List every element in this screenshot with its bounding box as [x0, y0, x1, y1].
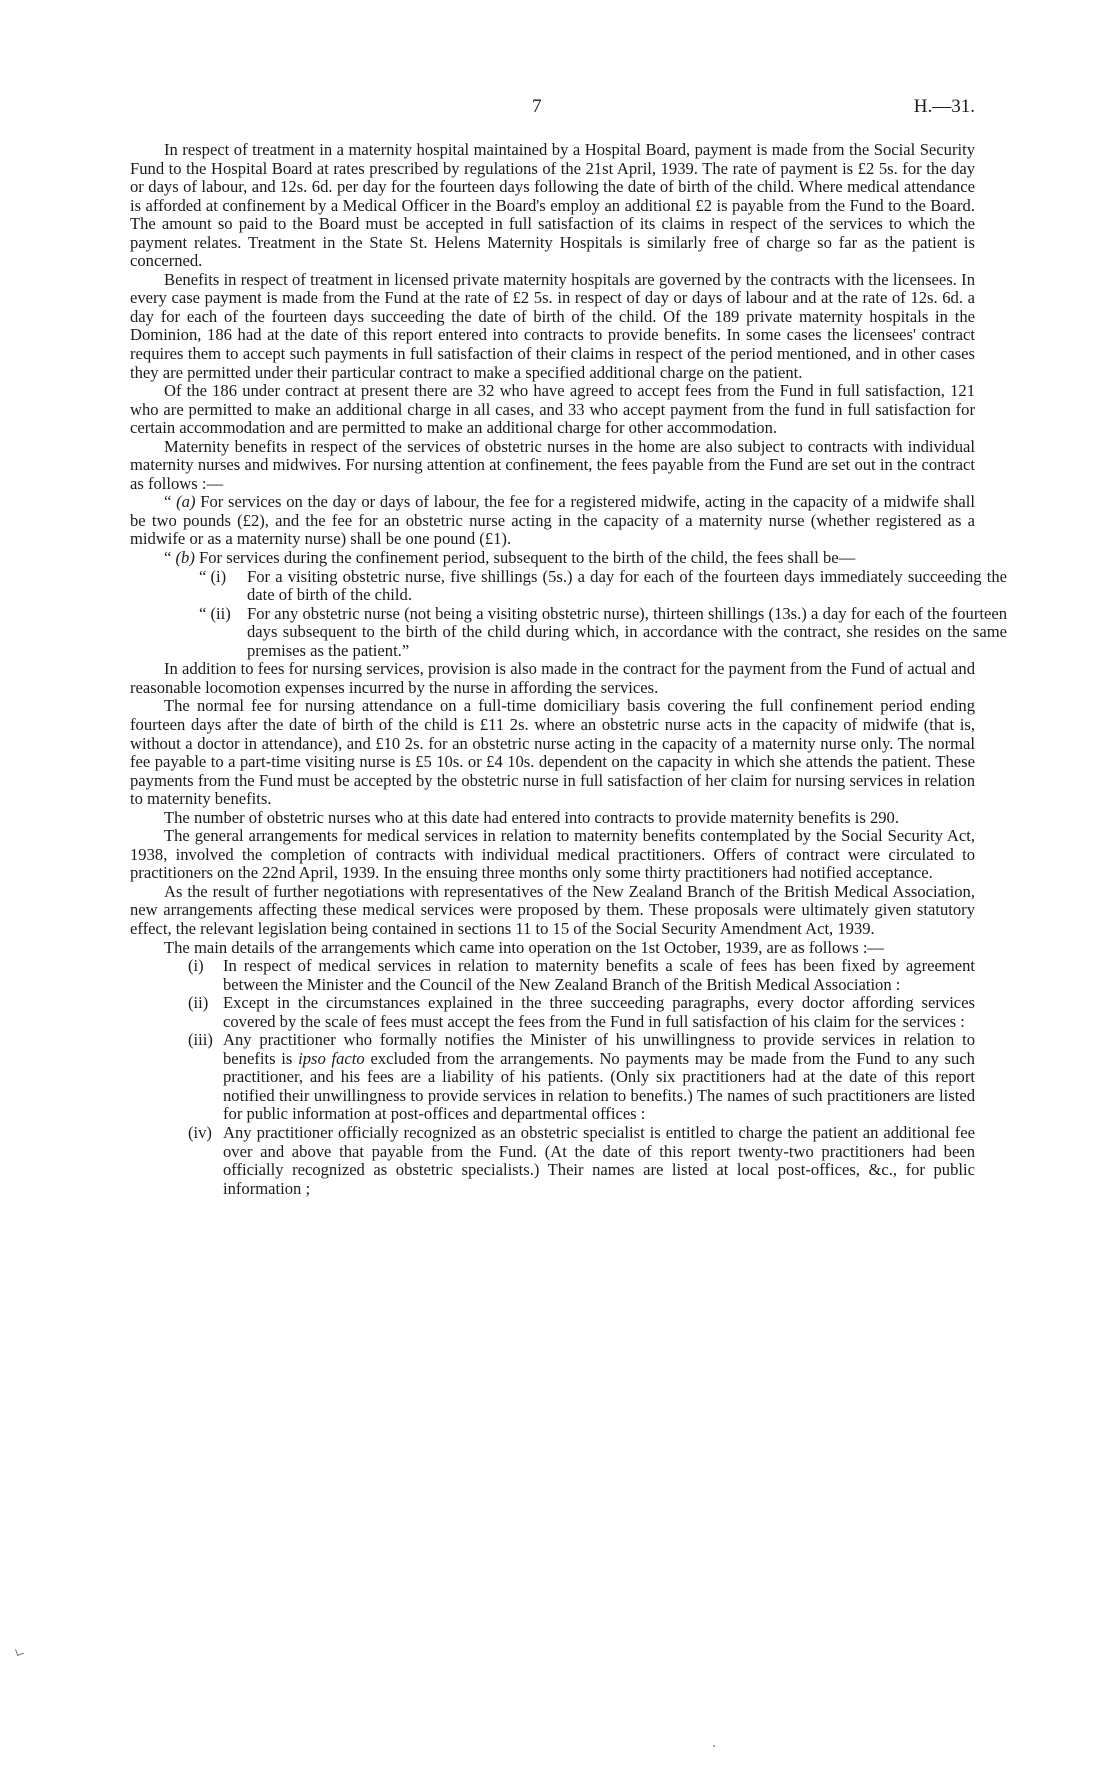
list-item-number: (ii) — [188, 993, 209, 1013]
paragraph-normal-fee: The normal fee for nursing attendance on a full-time domiciliary basis covering the full confinement period ending fourteen days after the date of birth of the child is £11 2s. where an obstetric nurse acts in the capacity of midwife (that is, without a doctor in attendance), and £10 2s. for an obstetric nurse acting in the capacity of a maternity nurse only. The normal fee payable to a part-time visiting nurse is £5 10s. or £4 10s. dependent on the capacity in which she attends the patient. These payments from the Fund must be accepted by the obstetric nurse in full satisfaction of her claim for nursing services in relation to maternity benefits. — [130, 696, 975, 809]
list-item-text: Except in the circumstances explained in the three succeeding paragraphs, every doctor affording services covered by the scale of fees must accept the fees from the Fund in full satisfaction of his claim for the services : — [223, 993, 975, 1031]
quote-sub-item — [199, 568, 1007, 605]
quote-item-b: “ (b) For services during the confinement period, subsequent to the birth of the child, the fees shall be— — [164, 548, 856, 568]
quote-text-a: For services on the day or days of labour, the fee for a registered midwife, acting in the capacity of a midwife shall be two pounds (£2), and the fee for an obstetric nurse acting in the capacity of a maternity nurse (whether registered as a midwife or as a maternity nurse) shall be one pound (£1). — [130, 492, 975, 549]
sub-item-text: For a visiting obstetric nurse, five shillings (5s.) a day for each of the fourteen days immediately succeeding the date of birth of the child. — [247, 566, 1007, 605]
list-item-text: Any practitioner officially recognized as an obstetric specialist is entitled to charge the patient an additional fee over and above that payable from the Fund. (At the date of this report twenty-two practitioners had been officially recognized as obstetric specialists.) Their names are listed at local post-offices, &c., for public information ; — [223, 1122, 975, 1198]
scan-speck — [713, 1745, 715, 1747]
paragraph-private-hospitals: Benefits in respect of treatment in licensed private maternity hospitals are governed by the contracts with the licensees. In every case payment is made from the Fund at the rate of £2 5s. in respect of day or days of labour and at the rate of 12s. 6d. a day for each of the fourteen days succeeding the date of birth of the child. Of the 189 private maternity hospitals in the Dominion, 186 had at the date of this report entered into contracts to provide benefits. In some cases the licensees' contract requires them to accept such payments in full satisfaction of their claims in respect of the period mentioned, and in other cases they are permitted under their particular contract to make a specified additional charge on the patient. — [130, 269, 975, 382]
quote-sub-item — [199, 605, 1007, 661]
paragraph-negotiations: As the result of further negotiations with representatives of the New Zealand Branch of the British Medical Association, new arrangements affecting these medical services were proposed by them. These proposals were ultimately given statutory effect, the relevant legislation being contained in sections 11 to 15 of the Social Security Amendment Act, 1939. — [130, 881, 975, 938]
list-item-italic-term: ipso facto — [298, 1048, 365, 1068]
quote-label-b: (b) — [175, 548, 195, 568]
list-item-number: (iii) — [188, 1030, 213, 1050]
quote-text-b: For services during the confinement period, subsequent to the birth of the child, the fees shall be— — [199, 548, 856, 568]
sub-item-text: For any obstetric nurse (not being a visiting obstetric nurse), thirteen shillings (13s.) a day for each of the fourteen days subsequent to the birth of the child during which, in accordance with the contract, she resides on the same premises as the patient.” — [247, 603, 1007, 660]
quote-label-a: (a) — [176, 492, 196, 512]
contract-quote — [130, 492, 1007, 660]
page-header — [130, 96, 975, 120]
sub-item-number: “ (i) — [199, 566, 227, 586]
sub-item-number: “ (ii) — [199, 603, 231, 623]
list-item — [188, 1031, 975, 1124]
quote-item-a: “ (a) For services on the day or days of labour, the fee for a registered midwife, acting in the capacity of a midwife shall be two pounds (£2), and the fee for an obstetric nurse acting in the capacity of a maternity nurse (whether registered as a midwife or as a maternity nurse) shall be one pound (£1). — [130, 492, 975, 549]
list-item — [188, 994, 975, 1031]
paragraph-nurse-count: The number of obstetric nurses who at this date had entered into contracts to provide maternity benefits is 290. — [164, 807, 899, 827]
margin-mark — [15, 1647, 24, 1656]
list-item-text-after: excluded from the arrangements. No payments may be made from the Fund to any such practitioner, and his fees are a liability of his patients. (Only six practitioners had at the date of this report notified their unwillingness to provide services in relation to benefits.) The names of such practitioners are listed for public information at post-offices and departmental offices : — [223, 1048, 975, 1124]
document-reference: H.—31. — [913, 96, 975, 117]
paragraph-locomotion: In addition to fees for nursing services, provision is also made in the contract for the payment from the Fund of actual and reasonable locomotion expenses incurred by the nurse in affording the services. — [130, 659, 975, 697]
paragraph-main-details: The main details of the arrangements which came into operation on the 1st October, 1939, are as follows :— — [164, 937, 885, 957]
list-item-number: (i) — [188, 956, 204, 976]
paragraph-hospital-board: In respect of treatment in a maternity hospital maintained by a Hospital Board, payment is made from the Social Security Fund to the Hospital Board at rates prescribed by regulations of the 21st April, 1939. The rate of payment is £2 5s. for the day or days of labour, and 12s. 6d. per day for the fourteen days following the date of birth of the child. Where medical attendance is afforded at confinement by a Medical Officer in the Board's employ an additional £2 is payable from the Fund to the Board. The amount so paid to the Board must be accepted in full satisfaction of its claims in respect of the services to which the payment relates. Treatment in the State St. Helens Maternity Hospitals is similarly free of charge so far as the patient is concerned. — [130, 140, 975, 271]
list-item-text: In respect of medical services in relation to maternity benefits a scale of fees has been fixed by agreement between the Minister and the Council of the New Zealand Branch of the British Medical Association : — [223, 956, 975, 994]
list-item-text-before: Any practitioner who formally notifies the Minister of his unwillingness to provide services in relation to benefits is — [223, 1030, 975, 1068]
list-item — [188, 957, 975, 994]
page-number: 7 — [532, 96, 542, 117]
list-item — [188, 1124, 975, 1198]
paragraph-obstetric-nurses: Maternity benefits in respect of the services of obstetric nurses in the home are also subject to contracts with individual maternity nurses and midwives. For nursing attention at confinement, the fees payable from the Fund are set out in the contract as follows :— — [130, 436, 975, 493]
document-text — [130, 140, 1007, 1198]
list-item-number: (iv) — [188, 1122, 212, 1142]
paragraph-contract-counts: Of the 186 under contract at present there are 32 who have agreed to accept fees from the Fund in full satisfaction, 121 who are permitted to make an additional charge in all cases, and 33 who accept payment from the fund in full satisfaction for certain accommodation and are permitted to make an additional charge for other accommodation. — [130, 381, 975, 438]
paragraph-general-arrangements: The general arrangements for medical services in relation to maternity benefits contemplated by the Social Security Act, 1938, involved the completion of contracts with individual medical practitioners. Offers of contract were circulated to practitioners on the 22nd April, 1939. In the ensuing three months only some thirty practitioners had notified acceptance. — [130, 826, 975, 883]
